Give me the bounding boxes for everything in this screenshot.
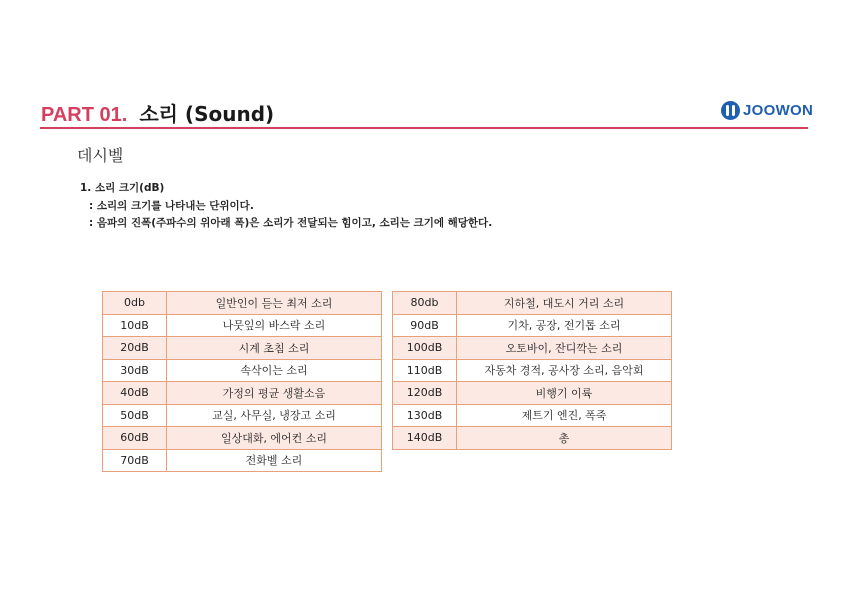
table-row <box>103 427 382 450</box>
table-row <box>103 314 382 337</box>
table-row <box>103 292 382 315</box>
description-cell: 총 <box>457 427 672 450</box>
decibel-table-right <box>392 291 672 450</box>
notes-line: : 소리의 크기를 나타내는 단위이다. <box>89 199 254 212</box>
logo-text: JOOWON <box>743 102 814 119</box>
description-cell: 제트기 엔진, 폭죽 <box>457 404 672 427</box>
level-cell: 30dB <box>103 359 167 382</box>
table-row <box>103 337 382 360</box>
level-cell: 120dB <box>393 382 457 405</box>
description-cell: 일상대화, 에어컨 소리 <box>167 427 382 450</box>
notes-line: : 음파의 진폭(주파수의 위아래 폭)은 소리가 전달되는 힘이고, 소리는 크기에 해당한다. <box>89 217 493 229</box>
description-cell: 시계 초침 소리 <box>167 337 382 360</box>
logo-icon <box>721 101 740 120</box>
decibel-table-left <box>102 291 382 472</box>
page-title: 소리 (Sound) <box>139 102 275 126</box>
level-cell: 60dB <box>103 427 167 450</box>
level-cell: 110dB <box>393 359 457 382</box>
description-cell: 나뭇잎의 바스락 소리 <box>167 314 382 337</box>
table-row <box>393 292 672 315</box>
description-cell: 가정의 평균 생활소음 <box>167 382 382 405</box>
section-title: 데시벨 <box>77 146 124 165</box>
table-row <box>393 359 672 382</box>
company-logo <box>721 101 813 120</box>
description-cell: 기차, 공장, 전기톱 소리 <box>457 314 672 337</box>
header-divider <box>40 127 808 129</box>
description-cell: 지하철, 대도시 거리 소리 <box>457 292 672 315</box>
level-cell: 0db <box>103 292 167 315</box>
notes-heading: 1. 소리 크기(dB) <box>80 182 165 194</box>
description-cell: 교실, 사무실, 냉장고 소리 <box>167 404 382 427</box>
table-row <box>103 359 382 382</box>
description-cell: 속삭이는 소리 <box>167 359 382 382</box>
level-cell: 140dB <box>393 427 457 450</box>
level-cell: 80db <box>393 292 457 315</box>
level-cell: 20dB <box>103 337 167 360</box>
description-cell: 자동차 경적, 공사장 소리, 음악회 <box>457 359 672 382</box>
table-row <box>393 427 672 450</box>
table-row <box>103 404 382 427</box>
table-row <box>393 404 672 427</box>
table-row <box>393 314 672 337</box>
description-cell: 오토바이, 잔디깍는 소리 <box>457 337 672 360</box>
level-cell: 100dB <box>393 337 457 360</box>
description-cell: 일반인이 듣는 최저 소리 <box>167 292 382 315</box>
table-row <box>103 449 382 472</box>
table-row <box>103 382 382 405</box>
level-cell: 50dB <box>103 404 167 427</box>
part-label: PART 01. <box>41 104 128 126</box>
level-cell: 40dB <box>103 382 167 405</box>
page-header <box>41 98 274 128</box>
description-cell: 비행기 이륙 <box>457 382 672 405</box>
table-row <box>393 382 672 405</box>
level-cell: 70dB <box>103 449 167 472</box>
notes-block <box>80 180 492 233</box>
level-cell: 10dB <box>103 314 167 337</box>
description-cell: 전화벨 소리 <box>167 449 382 472</box>
level-cell: 90dB <box>393 314 457 337</box>
table-row <box>393 337 672 360</box>
level-cell: 130dB <box>393 404 457 427</box>
